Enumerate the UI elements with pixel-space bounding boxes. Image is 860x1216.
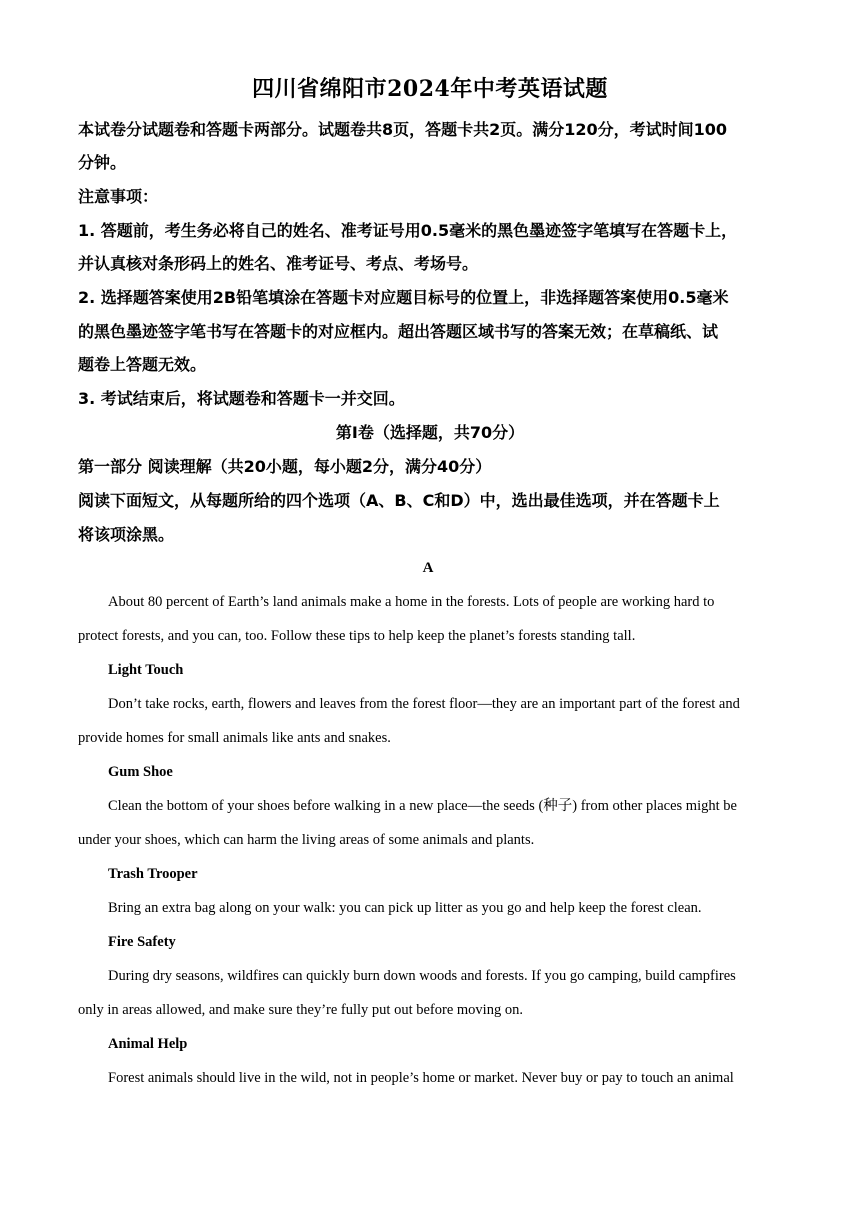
paragraph-1-line-2: protect forests, and you can, too. Follow these tips to help keep the planet’s forests standing tall. (78, 628, 636, 644)
paragraph-6: Forest animals should live in the wild, not in people’s home or market. Never buy or pay to touch an animal (108, 1070, 734, 1086)
paragraph-2-line-2: provide homes for small animals like ants and snakes. (78, 730, 391, 746)
notice-3: 3. 考试结束后，将试题卷和答题卡一并交回。 (78, 389, 405, 408)
passage-a (78, 551, 778, 1095)
document-title: 四川省绵阳市2024年中考英语试题 (252, 76, 608, 102)
paragraph-4: Bring an extra bag along on your walk: you can pick up litter as you go and help keep the forest clean. (108, 900, 702, 916)
volume-heading: 第Ⅰ卷（选择题，共70分） (335, 423, 525, 442)
notice-1-line-2: 并认真核对条形码上的姓名、准考证号、考点、考场号。 (78, 254, 479, 273)
notice-1-line-1: 1. 答题前，考生务必将自己的姓名、准考证号用0.5毫米的黑色墨迹签字笔填写在答题卡上， (78, 221, 738, 240)
passage-label: A (422, 560, 434, 576)
intro-line-1: 本试卷分试题卷和答题卡两部分。试题卷共8页，答题卡共2页。满分120分，考试时间100 (78, 120, 728, 139)
paragraph-3-line-2: under your shoes, which can harm the living areas of some animals and plants. (78, 832, 535, 848)
notice-2-line-3: 题卷上答题无效。 (78, 355, 207, 374)
paragraph-1-line-1: About 80 percent of Earth’s land animals make a home in the forests. Lots of people are working hard to (108, 594, 715, 610)
intro-line-2: 分钟。 (78, 153, 127, 172)
instruction-line-1: 阅读下面短文，从每题所给的四个选项（A、B、C和D）中，选出最佳选项，并在答题卡上 (78, 491, 720, 510)
tip-heading-trash-trooper: Trash Trooper (108, 866, 198, 882)
tip-heading-animal-help: Animal Help (108, 1036, 188, 1052)
paragraph-3-line-1: Clean the bottom of your shoes before walking in a new place—the seeds (种子) from other places might be (108, 798, 737, 814)
instruction-line-2: 将该项涂黑。 (78, 525, 175, 544)
tip-heading-gum-shoe: Gum Shoe (108, 764, 173, 780)
tip-heading-light-touch: Light Touch (108, 662, 184, 678)
paragraph-5-line-1: During dry seasons, wildfires can quickly burn down woods and forests. If you go camping, build campfires (108, 968, 736, 984)
tip-heading-fire-safety: Fire Safety (108, 934, 176, 950)
paragraph-2-line-1: Don’t take rocks, earth, flowers and leaves from the forest floor—they are an important part of the forest and (108, 696, 740, 712)
notice-2-line-1: 2. 选择题答案使用2B铅笔填涂在答题卡对应题目标号的位置上，非选择题答案使用0.5毫米 (78, 288, 729, 307)
notice-heading: 注意事项： (78, 187, 159, 206)
notice-2-line-2: 的黑色墨迹签字笔书写在答题卡的对应框内。超出答题区域书写的答案无效；在草稿纸、试 (78, 322, 719, 341)
paragraph-5-line-2: only in areas allowed, and make sure they’re fully put out before moving on. (78, 1002, 523, 1018)
part-heading: 第一部分 阅读理解（共20小题，每小题2分，满分40分） (78, 457, 492, 476)
